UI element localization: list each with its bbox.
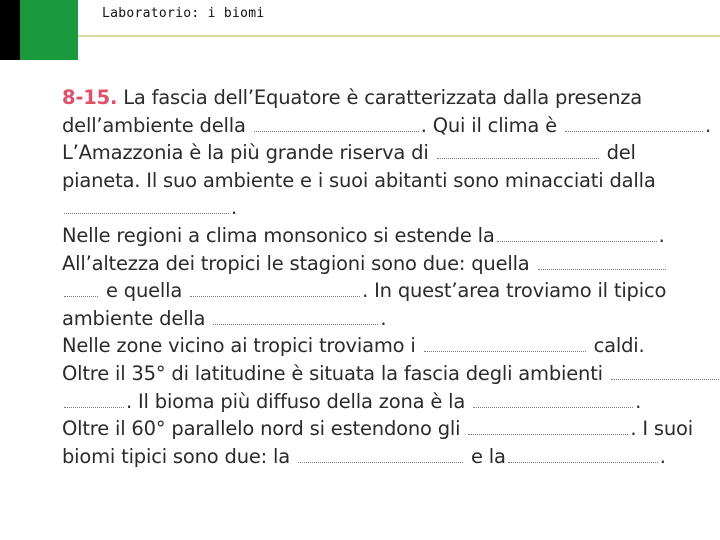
exercise-line-9: ambiente della . (62, 306, 387, 330)
exercise-line-13: Oltre il 60° parallelo nord si estendono gli . I suoi (62, 417, 693, 441)
exercise-line-1: 8-15. La fascia dell’Equatore è caratterizzata dalla presenza (62, 86, 643, 109)
blank[interactable] (437, 142, 599, 160)
blank[interactable] (64, 280, 98, 298)
header-rule (78, 35, 720, 37)
header-black-bar (0, 0, 20, 60)
blank[interactable] (254, 114, 419, 132)
exercise-text (62, 84, 711, 470)
blank[interactable] (190, 280, 360, 298)
exercise-line-12: . Il bioma più diffuso della zona è la . (62, 388, 702, 416)
blank[interactable] (611, 362, 720, 380)
blank[interactable] (64, 390, 124, 408)
blank[interactable] (497, 224, 657, 242)
blank[interactable] (213, 307, 378, 325)
exercise-line-5: . (62, 194, 702, 222)
exercise-line-4: pianeta. Il suo ambiente e i suoi abitanti sono minacciati dalla (62, 168, 656, 192)
blank[interactable] (424, 335, 586, 353)
blank[interactable] (64, 197, 229, 215)
blank[interactable] (298, 445, 463, 463)
blank[interactable] (508, 445, 658, 463)
blank[interactable] (473, 390, 633, 408)
exercise-line-14: biomi tipici sono due: la e la . (62, 444, 666, 468)
slide-title: Laboratorio: i biomi (102, 6, 265, 21)
blank[interactable] (468, 418, 628, 436)
exercise-line-7: All’altezza dei tropici le stagioni sono due: quella (62, 250, 702, 278)
exercise-line-11: Oltre il 35° di latitudine è situata la fascia degli ambienti (62, 360, 702, 388)
exercise-line-10: Nelle zone vicino ai tropici troviamo i caldi. (62, 334, 645, 358)
blank[interactable] (538, 252, 666, 270)
exercise-number: 8-15. (62, 86, 118, 109)
exercise-line-2: dell’ambiente della . Qui il clima è . (62, 113, 711, 137)
exercise-line-6: Nelle regioni a clima monsonico si estende la . (62, 223, 665, 247)
header-green-block (20, 0, 78, 60)
exercise-line-8: e quella . In quest’area troviamo il tipico (62, 277, 702, 305)
blank[interactable] (565, 114, 703, 132)
exercise-line-3: L’Amazzonia è la più grande riserva di del (62, 141, 636, 165)
